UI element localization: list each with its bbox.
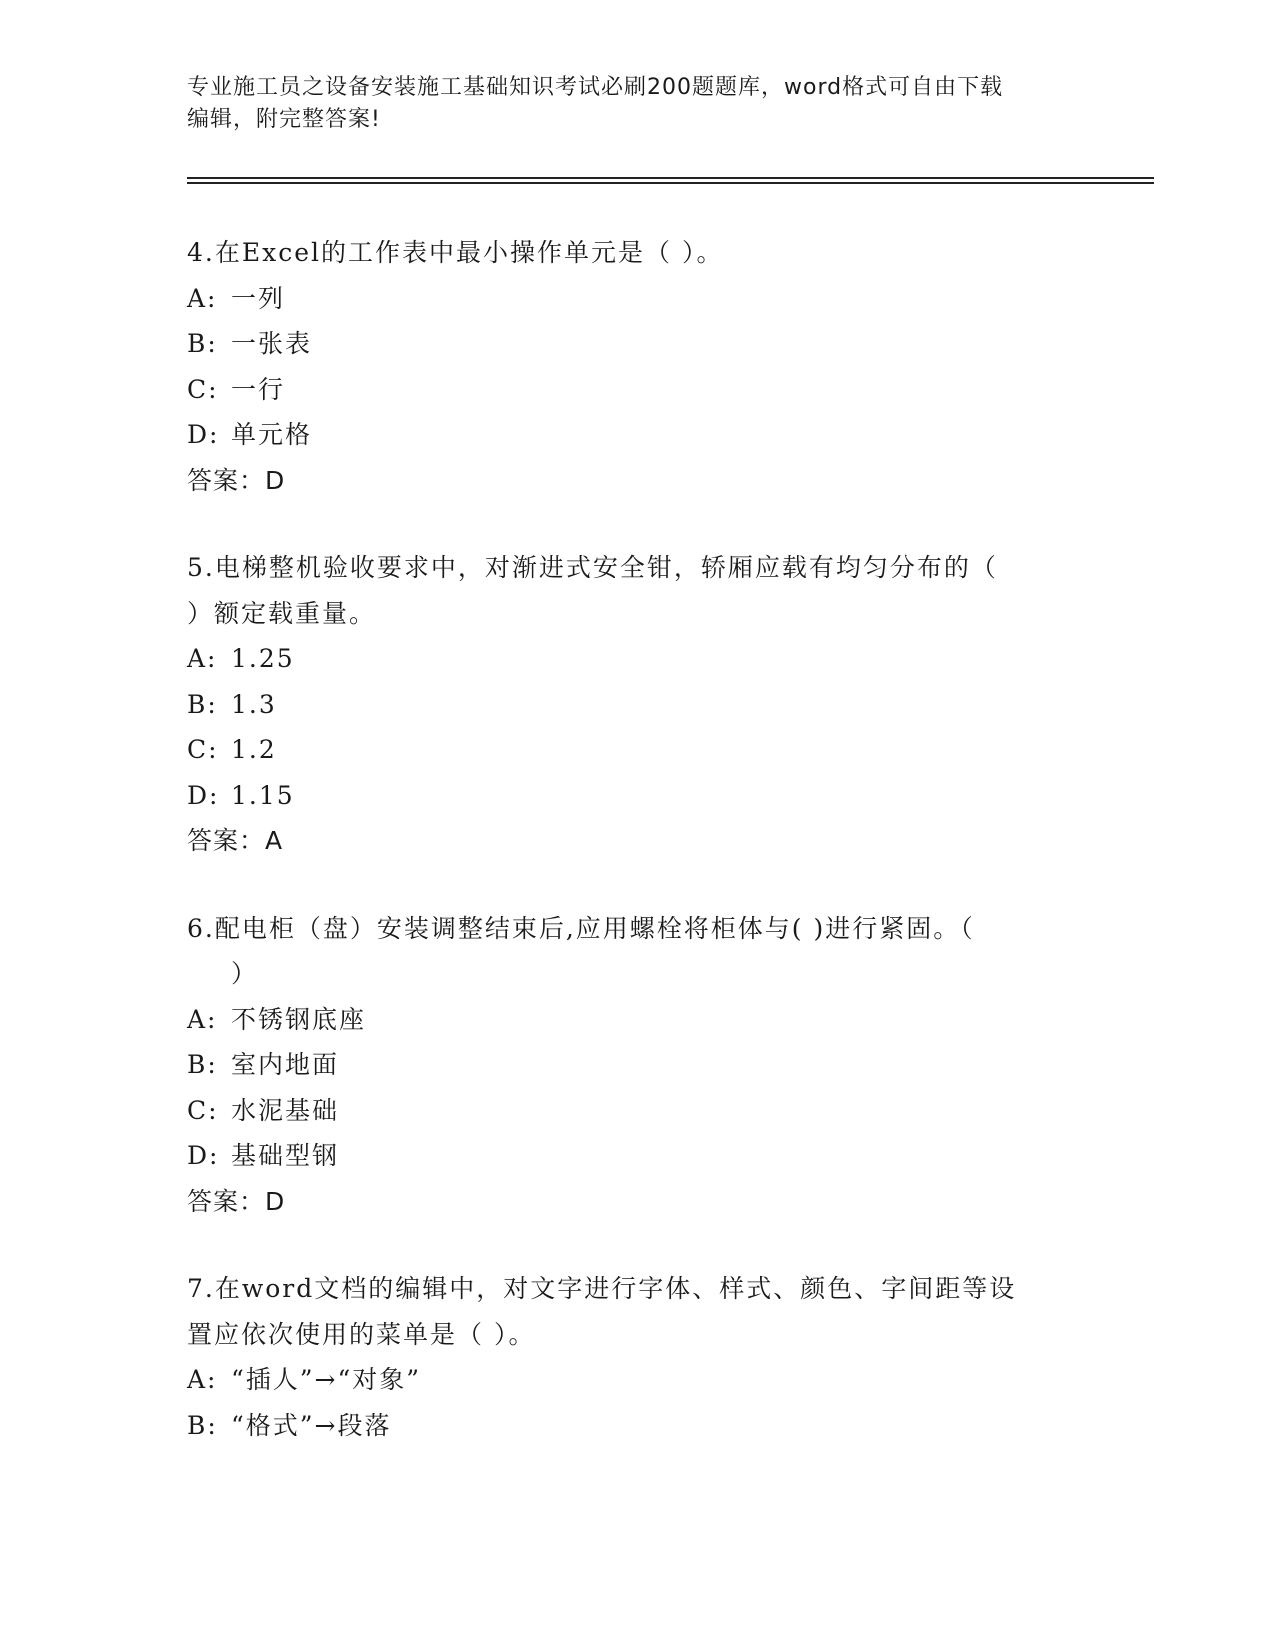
option-text: 不锈钢底座: [231, 1004, 367, 1034]
option-a: [187, 1357, 1087, 1403]
option-letter: B:: [187, 329, 218, 358]
option-letter: D:: [187, 1141, 220, 1170]
option-text: 基础型钢: [231, 1141, 340, 1170]
option-c: [187, 1088, 1087, 1134]
option-letter: D:: [187, 780, 220, 810]
option-d: [187, 1133, 1087, 1179]
option-text: 单元格: [231, 420, 313, 449]
option-text: 1.3: [231, 689, 277, 719]
header-line-1: 专业施工员之设备安装施工基础知识考试必刷200题题库，word格式可自由下载: [187, 75, 1004, 100]
question-stem: 7.在word文档的编辑中，对文字进行字体、样式、颜色、字间距等设: [187, 1274, 1017, 1303]
option-d: [187, 773, 1087, 819]
option-text: 一行: [231, 374, 286, 404]
option-letter: A:: [187, 1004, 218, 1034]
document-header: [187, 72, 1087, 136]
question-6: [187, 906, 1087, 1225]
option-text: “插人”→“对象”: [231, 1365, 422, 1394]
option-letter: A:: [187, 283, 218, 313]
question-stem-continued: ）: [231, 959, 259, 988]
option-text: 水泥基础: [231, 1095, 340, 1125]
question-list: [187, 230, 1087, 1490]
header-divider-top: [187, 177, 1154, 179]
question-stem-continued: 置应依次使用的菜单是（ ）。: [187, 1319, 536, 1349]
answer-line: 答案：D: [187, 465, 286, 495]
option-c: [187, 367, 1087, 413]
option-text: 室内地面: [231, 1050, 340, 1079]
option-b: [187, 682, 1087, 728]
option-letter: C:: [187, 1095, 219, 1125]
answer-line: 答案：A: [187, 826, 284, 855]
option-letter: B:: [187, 689, 218, 719]
option-b: [187, 1042, 1087, 1088]
question-stem: 6.配电柜（盘）安装调整结束后,应用螺栓将柜体与( )进行紧固。（: [187, 913, 975, 943]
question-stem-continued: ）额定载重量。: [187, 598, 377, 628]
question-stem: 5.电梯整机验收要求中，对渐进式安全钳，轿厢应载有均匀分布的（: [187, 553, 998, 582]
option-c: [187, 727, 1087, 773]
answer-line: 答案：D: [187, 1186, 286, 1216]
option-text: 1.15: [231, 780, 295, 810]
option-a: [187, 636, 1087, 682]
option-b: [187, 321, 1087, 367]
question-5: [187, 545, 1087, 864]
option-a: [187, 997, 1087, 1043]
option-letter: B:: [187, 1410, 218, 1440]
option-a: [187, 276, 1087, 322]
question-7: [187, 1266, 1087, 1448]
option-text: 1.2: [231, 735, 277, 764]
option-letter: D:: [187, 420, 220, 449]
option-letter: C:: [187, 735, 219, 764]
header-line-2: 编辑，附完整答案!: [187, 107, 381, 132]
option-text: 一列: [231, 283, 286, 313]
header-divider-bottom: [187, 182, 1154, 184]
question-4: [187, 230, 1087, 503]
option-letter: A:: [187, 644, 218, 673]
option-letter: C:: [187, 374, 219, 404]
option-d: [187, 412, 1087, 458]
option-letter: A:: [187, 1365, 218, 1394]
option-text: 一张表: [231, 329, 313, 358]
option-text: “格式”→段落: [231, 1410, 392, 1440]
option-b: [187, 1403, 1087, 1449]
option-text: 1.25: [231, 644, 295, 673]
question-stem: 4.在Excel的工作表中最小操作单元是（ ）。: [187, 238, 724, 267]
option-letter: B:: [187, 1050, 218, 1079]
